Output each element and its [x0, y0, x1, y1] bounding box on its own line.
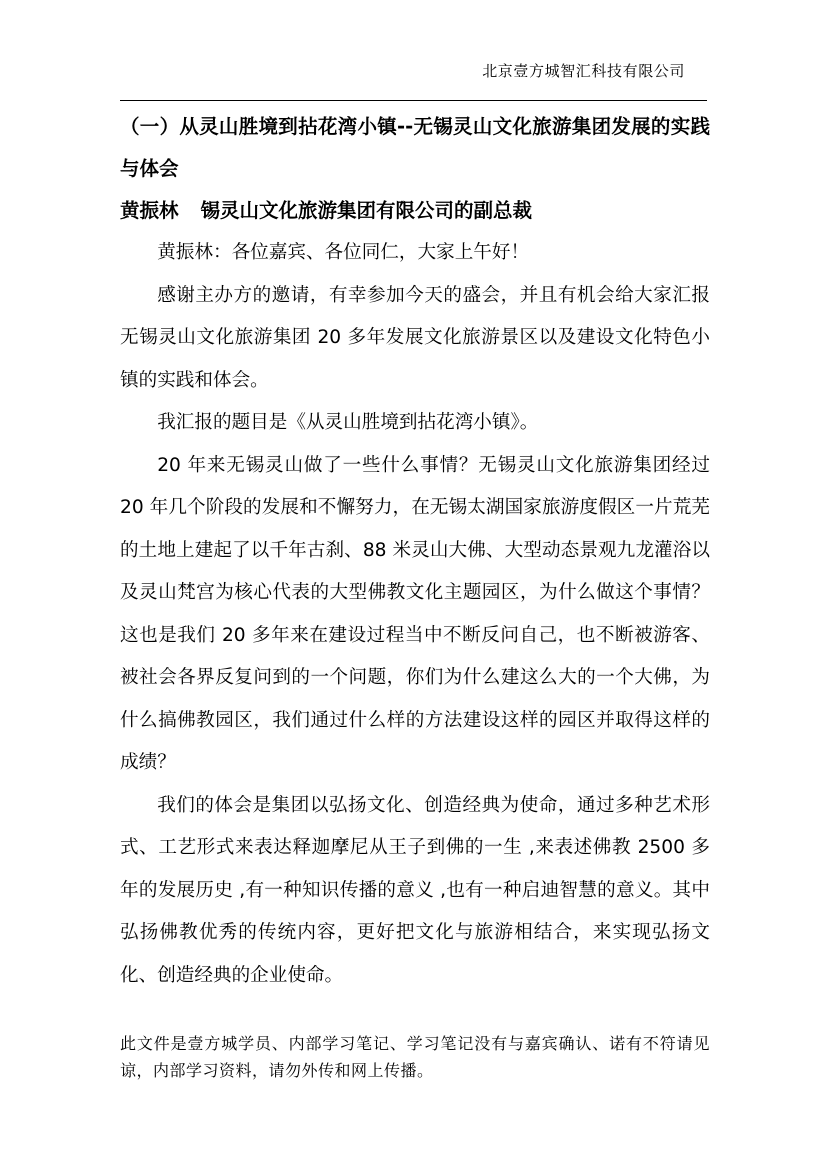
- speaker-name: 黄振林: [120, 199, 179, 222]
- paragraph-thanks: 感谢主办方的邀请，有幸参加今天的盛会，并且有机会给大家汇报无锡灵山文化旅游集团 20 多年发展文化旅游景区以及建设文化特色小镇的实践和体会。: [120, 284, 710, 391]
- paragraph-history: 20 年来无锡灵山做了一些什么事情？无锡灵山文化旅游集团经过 20 年几个阶段的发展和不懈努力，在无锡太湖国家旅游度假区一片荒芜的土地上建起了以千年古刹、88 米灵山大佛、大型动态景观九龙灌浴以及灵山梵宫为核心代表的大型佛教文化主题园区，为什么做这个事情？这也是我们 20 多年来在建设过程当中不断反问自己，也不断被游客、被社会各界反复问到的一个问题，你们为什么建这么大的一个大佛，为什么搞佛教园区，我们通过什么样的方法建设这样的园区并取得这样的成绩？: [120, 454, 710, 773]
- header-company-name: 北京壹方城智汇科技有限公司: [482, 62, 685, 80]
- paragraph-greeting: 黄振林：各位嘉宾、各位同仁，大家上午好！: [157, 242, 530, 263]
- paragraph-topic: 我汇报的题目是《从灵山胜境到拈花湾小镇》。: [157, 412, 539, 433]
- article-title: （一）从灵山胜境到拈花湾小镇--无锡灵山文化旅游集团发展的实践与体会: [120, 115, 710, 180]
- article-body: [120, 106, 710, 997]
- header-divider: [120, 100, 707, 101]
- paragraph-mission: 我们的体会是集团以弘扬文化、创造经典为使命，通过多种艺术形式、工艺形式来表达释迦摩尼从王子到佛的一生 ,来表述佛教 2500 多年的发展历史 ,有一种知识传播的意义 ,也有一种启迪智慧的意义。其中弘扬佛教优秀的传统内容，更好把文化与旅游相结合，来实现弘扬文化、创造经典的企业使命。: [120, 794, 710, 986]
- speaker-line: [120, 190, 710, 232]
- speaker-position: 锡灵山文化旅游集团有限公司的副总裁: [200, 199, 533, 222]
- footer-disclaimer: 此文件是壹方城学员、内部学习笔记、学习笔记没有与嘉宾确认、诺有不符请见谅，内部学习资料，请勿外传和网上传播。: [120, 1034, 710, 1080]
